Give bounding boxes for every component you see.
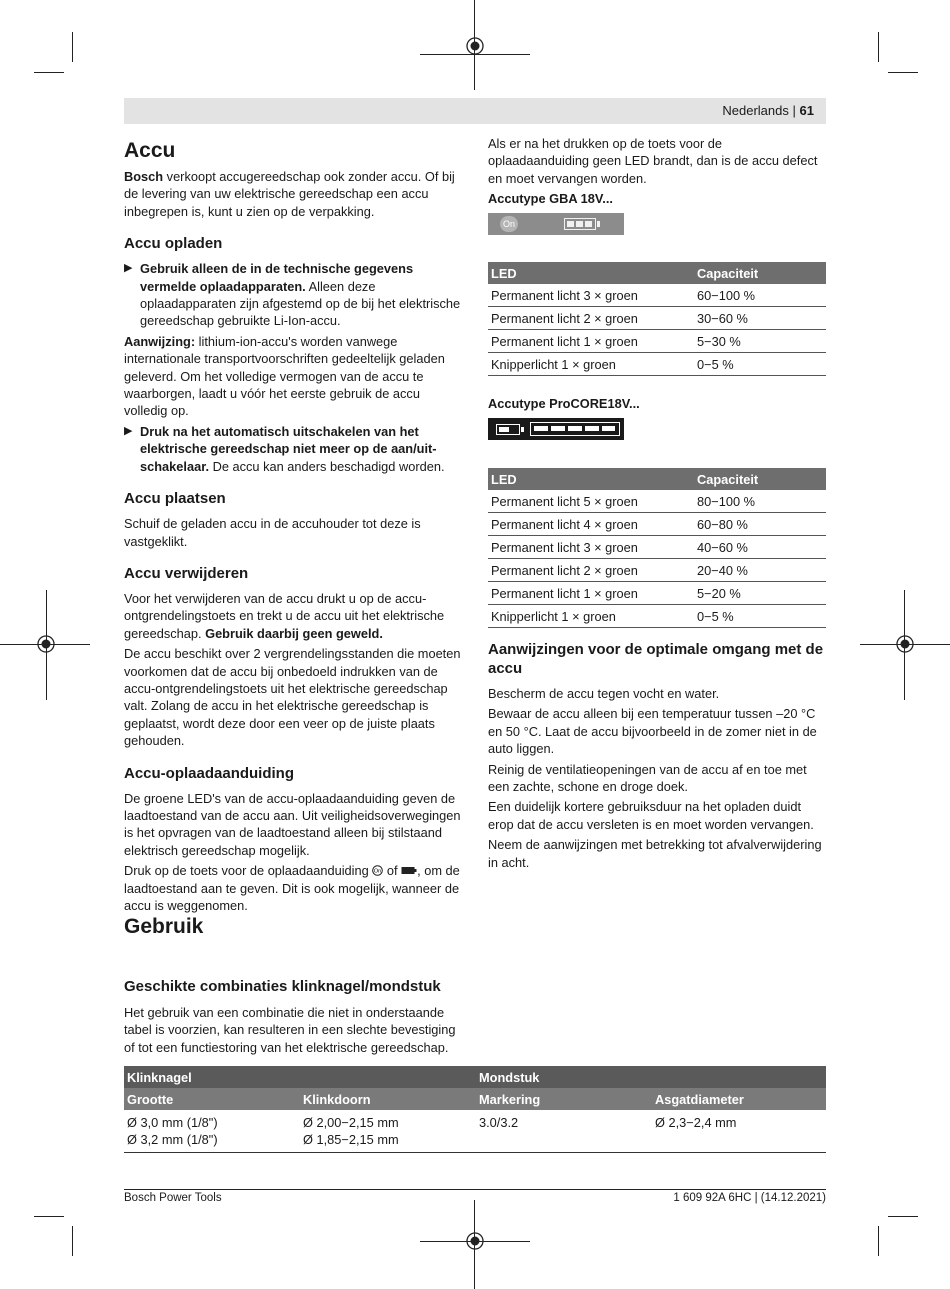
- crop-mark: [878, 32, 879, 62]
- procore-charge-indicator: [488, 418, 624, 440]
- bullet-arrow-icon: ▶: [124, 424, 133, 437]
- list-item: ▶ Gebruik alleen de in de technische gegevens vermelde oplaadapparaten. Alleen deze oplaadapparaten zijn afgestemd op de bij het elektrische gereedschap gebruikte Li-Ion-accu.: [124, 261, 461, 329]
- cell: Ø 2,00−2,15 mm Ø 1,85−2,15 mm: [303, 1115, 399, 1147]
- crop-mark: [34, 72, 64, 73]
- table-row: [488, 490, 826, 513]
- page-number: 61: [799, 103, 814, 118]
- heading-accu-opladen: Accu opladen: [124, 235, 223, 253]
- cell: 5−20 %: [694, 582, 826, 605]
- cell: 60−100 %: [694, 284, 826, 307]
- table-row: [488, 353, 826, 376]
- heading-accutype-gba: Accutype GBA 18V...: [488, 191, 613, 207]
- tip-text: Bewaar de accu alleen bij een temperatuur tussen –20 °C en 50 °C. Laat de accu bijvoorbeeld in de zomer niet in de auto liggen.: [488, 706, 817, 757]
- registration-mark-icon: [463, 34, 487, 58]
- table-row: [488, 582, 826, 605]
- cell: Permanent licht 2 × groen: [488, 307, 694, 330]
- cell: Permanent licht 3 × groen: [488, 284, 694, 307]
- table-row: [124, 1110, 826, 1153]
- cell: 0−5 %: [694, 605, 826, 628]
- column-header: Asgatdiameter: [652, 1088, 826, 1110]
- bullet-arrow-icon: ▶: [124, 262, 133, 275]
- cell: Permanent licht 1 × groen: [488, 582, 694, 605]
- heading-accu-verwijderen: Accu verwijderen: [124, 564, 249, 582]
- oplaadaanduiding-text-2: Druk op de toets voor de oplaadaanduiding On of , om de laadtoestand aan te geven. Dit is ook mogelijk, wanneer de accu is weggenomen.: [124, 863, 460, 913]
- crop-mark: [888, 1216, 918, 1217]
- cell: 3.0/3.2: [479, 1115, 519, 1130]
- table-row: [488, 559, 826, 582]
- left-column: [124, 138, 464, 917]
- cell: Ø 3,0 mm (1/8") Ø 3,2 mm (1/8"): [127, 1115, 218, 1147]
- heading-accutype-procore: Accutype ProCORE18V...: [488, 396, 640, 411]
- column-header: Klinkdoorn: [300, 1088, 476, 1110]
- cell: Permanent licht 3 × groen: [488, 536, 694, 559]
- crop-mark: [34, 1216, 64, 1217]
- group-header: Mondstuk: [476, 1066, 826, 1088]
- cell: Knipperlicht 1 × groen: [488, 353, 694, 376]
- heading-geschikte-combinaties: Geschikte combinaties klinknagel/mondstuk: [124, 978, 441, 995]
- cell: Ø 2,3−2,4 mm: [655, 1115, 737, 1130]
- gebruik-text: Het gebruik van een combinatie die niet in onderstaande tabel is voorzien, kan resulteren in een slechte bevestiging of tot een functiestoring van het elektrische gereedschap.: [124, 1005, 456, 1055]
- table-row: [488, 307, 826, 330]
- verwijderen-text-1: Voor het verwijderen van de accu drukt u op de accu-ontgrendelingstoets en trekt u de accu uit het elektrische gereedschap. Gebruik daarbij geen geweld.: [124, 590, 445, 641]
- group-header: Klinknagel: [124, 1066, 476, 1088]
- column-header: LED: [488, 262, 694, 284]
- heading-accu-plaatsen: Accu plaatsen: [124, 490, 226, 508]
- on-button-icon: [372, 865, 383, 876]
- battery-indicator-icon: [401, 866, 417, 875]
- led-bar-icon: [530, 422, 620, 436]
- column-header: LED: [488, 468, 694, 490]
- accu-intro: Bosch verkoopt accugereedschap ook zonder accu. Of bij de levering van uw elektrische gereedschap een accu inbegrepen is, kunt u zien op de verpakking.: [124, 169, 455, 219]
- tips-section: [488, 640, 826, 874]
- crop-mark: [878, 1226, 879, 1256]
- registration-mark-icon: [34, 632, 58, 656]
- klinknagel-table: [124, 1066, 826, 1153]
- heading-accu-oplaadaanduiding: Accu-oplaadaanduiding: [124, 764, 295, 782]
- column-header: Capaciteit: [694, 262, 826, 284]
- column-header: Grootte: [124, 1088, 300, 1110]
- table-group-header-row: [124, 1066, 826, 1088]
- table-row: [488, 536, 826, 559]
- header-text: [722, 103, 814, 118]
- battery-led-icon: [564, 218, 596, 230]
- header-language: Nederlands: [722, 103, 789, 118]
- header-separator: |: [792, 103, 796, 118]
- footer-doc-id: 1 609 92A 6HC | (14.12.2021): [673, 1192, 826, 1204]
- crop-mark: [72, 1226, 73, 1256]
- cell: 60−80 %: [694, 513, 826, 536]
- cell: Permanent licht 5 × groen: [488, 490, 694, 513]
- svg-text:On: On: [374, 868, 382, 875]
- registration-mark-icon: [893, 632, 917, 656]
- tip-text: Een duidelijk kortere gebruiksduur na het opladen duidt erop dat de accu versleten is en moet worden vervangen.: [488, 799, 814, 832]
- right-intro: Als er na het drukken op de toets voor de oplaadaanduiding geen LED brandt, dan is de accu defect en moet vervangen worden.: [488, 136, 818, 186]
- column-header: Markering: [476, 1088, 652, 1110]
- section-title-gebruik: Gebruik: [124, 915, 204, 938]
- tip-text: Bescherm de accu tegen vocht en water.: [488, 686, 720, 701]
- aanwijzing-note: Aanwijzing: lithium-ion-accu's worden vanwege internationale transportvoorschriften gedeeltelijk geladen geleverd. Om het volledige vermogen van de accu te waarborgen, laadt u vóór het eerste gebruik de accu volledig op.: [124, 333, 445, 419]
- cell: 30−60 %: [694, 307, 826, 330]
- on-button: On: [500, 216, 518, 232]
- table-row: [488, 330, 826, 353]
- footer-brand: Bosch Power Tools: [124, 1192, 222, 1204]
- plaatsen-text: Schuif de geladen accu in de accuhouder tot deze is vastgeklikt.: [124, 516, 421, 549]
- cell: 40−60 %: [694, 536, 826, 559]
- crop-mark: [888, 72, 918, 73]
- cell: Permanent licht 1 × groen: [488, 330, 694, 353]
- oplaadaanduiding-text-1: De groene LED's van de accu-oplaadaanduiding geven de laadtoestand van de accu aan. Uit veiligheidsoverwegingen is het opvragen van de laadtoestand alleen bij stilstaand elektrisch gereedschap mogelijk.: [124, 790, 461, 858]
- battery-icon: [496, 424, 520, 435]
- cell: 0−5 %: [694, 353, 826, 376]
- registration-mark-icon: [463, 1229, 487, 1253]
- table-row: [488, 513, 826, 536]
- list-item: ▶ Druk na het automatisch uitschakelen van het elektrische gereedschap niet meer op de aan/uit-schakelaar. De accu kan anders beschadigd worden.: [124, 423, 445, 474]
- cell: 20−40 %: [694, 559, 826, 582]
- gba-led-table: [488, 262, 826, 376]
- table-header-row: [124, 1088, 826, 1110]
- table-header-row: [488, 262, 826, 284]
- tip-text: Neem de aanwijzingen met betrekking tot afvalverwijdering in acht.: [488, 837, 822, 870]
- cell: Permanent licht 4 × groen: [488, 513, 694, 536]
- column-header: Capaciteit: [694, 468, 826, 490]
- gba-charge-indicator: [488, 213, 624, 235]
- table-row: [488, 284, 826, 307]
- cell: 80−100 %: [694, 490, 826, 513]
- section-title-accu: Accu: [124, 139, 176, 162]
- right-column: [488, 135, 826, 211]
- cell: Knipperlicht 1 × groen: [488, 605, 694, 628]
- cell: 5−30 %: [694, 330, 826, 353]
- crop-mark: [72, 32, 73, 62]
- tip-text: Reinig de ventilatieopeningen van de accu af en toe met een zachte, schone en droge doek.: [488, 761, 807, 795]
- verwijderen-text-2: De accu beschikt over 2 vergrendelingsstanden die moeten voorkomen dat de accu bij onbedoeld indrukken van de accu-ontgrendelingstoets uit het elektrische gereedschap valt. Zolang de accu in het elektrische gereedschap is geplaatst, wordt deze door een veer op de juiste plaats gehouden.: [124, 646, 461, 749]
- footer-rule: [124, 1189, 826, 1190]
- heading-aanwijzingen: Aanwijzingen voor de optimale omgang met de accu: [488, 641, 824, 677]
- page-header: [124, 98, 826, 124]
- cell: Permanent licht 2 × groen: [488, 559, 694, 582]
- table-header-row: [488, 468, 826, 490]
- procore-led-table: [488, 468, 826, 628]
- table-row: [488, 605, 826, 628]
